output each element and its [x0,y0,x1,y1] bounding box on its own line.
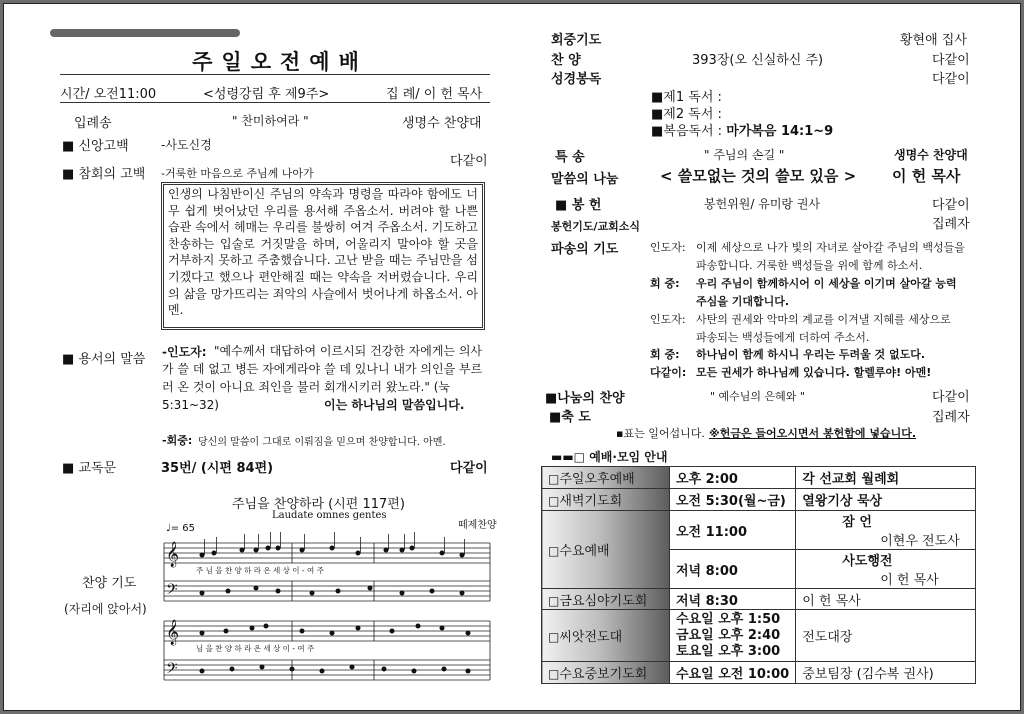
schedule-time: 수요일 오전 10:00 [670,662,796,684]
schedule-name: □새벽기도회 [542,489,670,511]
schedule-name: □수요중보기도회 [542,662,670,684]
svg-text:𝄢: 𝄢 [166,660,178,681]
table-row [542,511,976,550]
schedule-table [541,466,976,684]
sermon-label: 말씀의 나눔 [551,172,619,187]
confession-intro: -거룩한 마음으로 주님께 나아가 [161,167,314,180]
schedule-what: 잠 언 이현우 전도사 [796,511,976,550]
schedule-time: 저녁 8:00 [670,550,796,589]
offering-by: 다같이 [932,198,970,213]
score-staves [162,493,492,705]
note-offering: ※헌금은 들어오시면서 봉헌함에 넣습니다. [709,427,917,440]
table-row [542,589,976,610]
score-tempo: ♩= 65 [166,523,195,534]
schedule-time: 오전 11:00 [670,511,796,550]
sending-line: 다같이: 모든 권세가 하나님께 있습니다. 할렐루야! 아멘! [650,366,932,380]
entrance-by: 생명수 찬양대 [402,116,482,131]
service-time: 시간/ 오전11:00 [60,87,157,102]
reading-2: ■제2 독서 : [651,107,722,122]
prayer-label: 회중기도 [551,33,602,48]
prayer-song-label: 찬양 기도 [82,576,137,591]
score-lyric-1: 주 님 을 찬 양 하 라 온 세 상 이 - 여 주 [196,566,324,575]
table-row [542,489,976,511]
bullet-icon: ■ [62,352,75,367]
pardon-label: 용서의 말씀 [78,352,146,367]
pardon-row [62,348,145,367]
creed-row [62,135,129,154]
pardon-cong-label: -회중: [162,434,193,447]
creed-value: -사도신경 [161,138,212,152]
schedule-time: 저녁 8:30 [670,589,796,610]
bullet-icon: ■ [651,107,664,122]
hymn-title: 393장(오 신실하신 주) [692,53,824,68]
sending-line: 회 중: 하나님이 함께 하시니 우리는 두려울 것 없도다. [650,348,926,362]
schedule-name: □주일오후예배 [542,467,670,489]
square-icon: □ [548,593,560,608]
hymn-label: 찬 양 [551,53,581,68]
bullet-icon: ■ [62,167,75,182]
title-divider [60,74,490,75]
reading-by: 다같이 [932,72,970,87]
entrance-label: 입례송 [74,116,112,131]
schedule-title: ▬▬□ 예배·모임 안내 [551,450,668,464]
note-stand: ▪표는 일어섭니다. [616,427,705,440]
bullet-icon: ■ [62,139,75,154]
special-song: " 주님의 손길 " [704,148,785,162]
closing-song-row: ■나눔의 찬양 [545,391,625,406]
music-score [162,493,497,705]
score-title: 주님을 찬양하라 (시편 117편) [232,497,405,512]
sending-line: 회 중: 우리 주님이 함께하시어 이 세상을 이기며 살아갈 능력 [650,276,957,290]
prayer-song-note: (자리에 앉아서) [64,602,147,616]
bullet-icon: ■ [545,391,558,406]
bullet-icon: ■ [555,198,568,213]
sending-line: 인도자: 이제 세상으로 나가 빛의 자녀로 살아갈 주님의 백성들을 [650,241,965,254]
schedule-time: 오후 2:00 [670,467,796,489]
schedule-time: 수요일 오후 1:50 금요일 오후 2:40 토요일 오후 3:00 [670,610,796,662]
sending-line: 주심을 기대합니다. [696,294,790,308]
score-lyric-2: 님 을 찬 양 하 라 온 세 상 이 - 여 주 [196,644,315,653]
schedule-what: 이 헌 목사 [796,589,976,610]
closing-song-by: 다같이 [932,390,970,405]
svg-text:𝄢: 𝄢 [166,581,178,602]
prayer-by: 황현애 집사 [900,33,967,48]
reading-label: 성경봉독 [551,72,602,87]
schedule-name: □금요심야기도회 [542,589,670,610]
square-icon: □ [548,494,560,508]
double-bar-icon: ▬▬□ [551,450,586,464]
entrance-song: " 찬미하여라 " [232,114,309,128]
reading-3: ■복음독서 : 마가복음 14:1~9 [651,124,834,139]
special-by: 생명수 찬양대 [894,148,968,162]
hymn-by: 다같이 [932,53,970,68]
schedule-what: 전도대장 [796,610,976,662]
special-label: 특 송 [555,150,585,165]
liturgical-season: <성령강림 후 제9주> [203,87,330,102]
pardon-cong-text: 당신의 말씀이 그대로 이뤄짐을 믿으며 찬양합니다. 아멘. [198,437,446,448]
pardon-leader: -인도자: [162,345,207,359]
sending-prayer [650,239,965,382]
schedule-what: 열왕기상 묵상 [796,489,976,511]
square-icon: □ [548,667,560,681]
schedule-name: □씨앗전도대 [542,610,670,662]
responsive-value: 35번/ (시편 84편) [161,461,274,476]
schedule-what: 중보팀장 (김수복 권사) [796,662,976,684]
square-icon: □ [548,472,560,486]
benediction-by: 집례자 [932,410,970,425]
sending-label: 파송의 기도 [551,242,619,257]
sending-line: 파송합니다. 거룩한 백성들을 위에 함께 하소서. [696,258,923,272]
reading-1: ■제1 독서 : [651,90,722,105]
confession-text: 인생의 나침반이신 주님의 약속과 명령을 따라야 함에도 너무 쉽게 벗어났던 우리를 용서해 주옵소서. 버려야 할 나쁜 습관 속에서 헤매는 우리를 불쌍히 여겨 주옵소서. 기도하고 찬송하는 입술로 거짓말을 하며, 어울리지 말아야 할 곳을 거부하지 못하고 주춤했습니다. 고난 받을 때는 주님만을 섬기겠다고 했으나 편안해질 때는 약속을 저버렸습니다. 우리의 삶을 망가뜨리는 죄악의 사슬에서 벗어나게 하옵소서. 아멘. [161,182,485,330]
sermon-title: < 쓸모없는 것의 쓸모 있음 > [660,167,857,185]
creed-label: 신앙고백 [78,139,129,154]
schedule-name: □수요예배 [542,511,670,589]
bullet-icon: ■ [62,461,75,476]
svg-text:𝄞: 𝄞 [166,542,180,567]
officiant: 집 례/ 이 헌 목사 [386,87,483,102]
gospel-reading: 마가복음 14:1~9 [726,124,834,139]
offering-row: ■ 봉 헌 [555,198,602,213]
svg-text:𝄞: 𝄞 [166,620,180,645]
table-row [542,467,976,489]
page-title: 주일오전예배 [192,50,368,74]
score-composer: 떼제찬양 [458,520,497,531]
responsive-by: 다같이 [450,461,488,476]
schedule-what: 각 선교회 월례회 [796,467,976,489]
responsive-label: 교독문 [78,461,117,476]
confession-label: 참회의 고백 [78,167,146,182]
confession-row [62,163,145,182]
score-latin: Laudate omnes gentes [272,510,387,521]
offering-prayer-by: 집례자 [932,217,970,232]
bullet-icon: ■ [651,90,664,105]
sending-line: 인도자: 사탄의 권세와 악마의 계교를 이겨낼 지혜를 세상으로 [650,312,951,326]
offering-mid: 봉헌위원/ 유미랑 권사 [704,197,821,211]
pardon-word: 이는 하나님의 말씀입니다. [324,398,465,412]
schedule-time: 오전 5:30(월~금) [670,489,796,511]
closing-song-title: " 예수님의 은혜와 " [710,390,805,403]
bulletin-page [3,3,1021,711]
bullet-icon: ■ [651,124,664,139]
square-icon: □ [548,630,560,644]
square-icon: □ [548,544,560,558]
bullet-icon: ■ [549,410,562,425]
pardon-text: "예수께서 대답하여 이르시되 건강한 자에게는 의사가 쓸 데 없고 병든 자에게라야 쓸 데 있나니 내가 의인을 부르러 온 것이 아니요 죄인을 불러 회개시키러 왔노라." (눅 5:31~32) [162,344,483,412]
sending-line: 파송되는 백성들에게 더하여 주소서. [696,330,870,344]
schedule-what: 사도행전 이 헌 목사 [796,550,976,589]
responsive-row [62,457,116,476]
table-row [542,662,976,684]
top-bar-decoration [50,29,240,37]
benediction-row: ■축 도 [549,410,591,425]
offering-prayer-label: 봉헌기도/교회소식 [551,220,641,233]
table-row [542,610,976,662]
sermon-by: 이 헌 목사 [892,167,961,185]
header-divider [60,102,490,103]
confession-all: 다같이 [450,154,488,169]
